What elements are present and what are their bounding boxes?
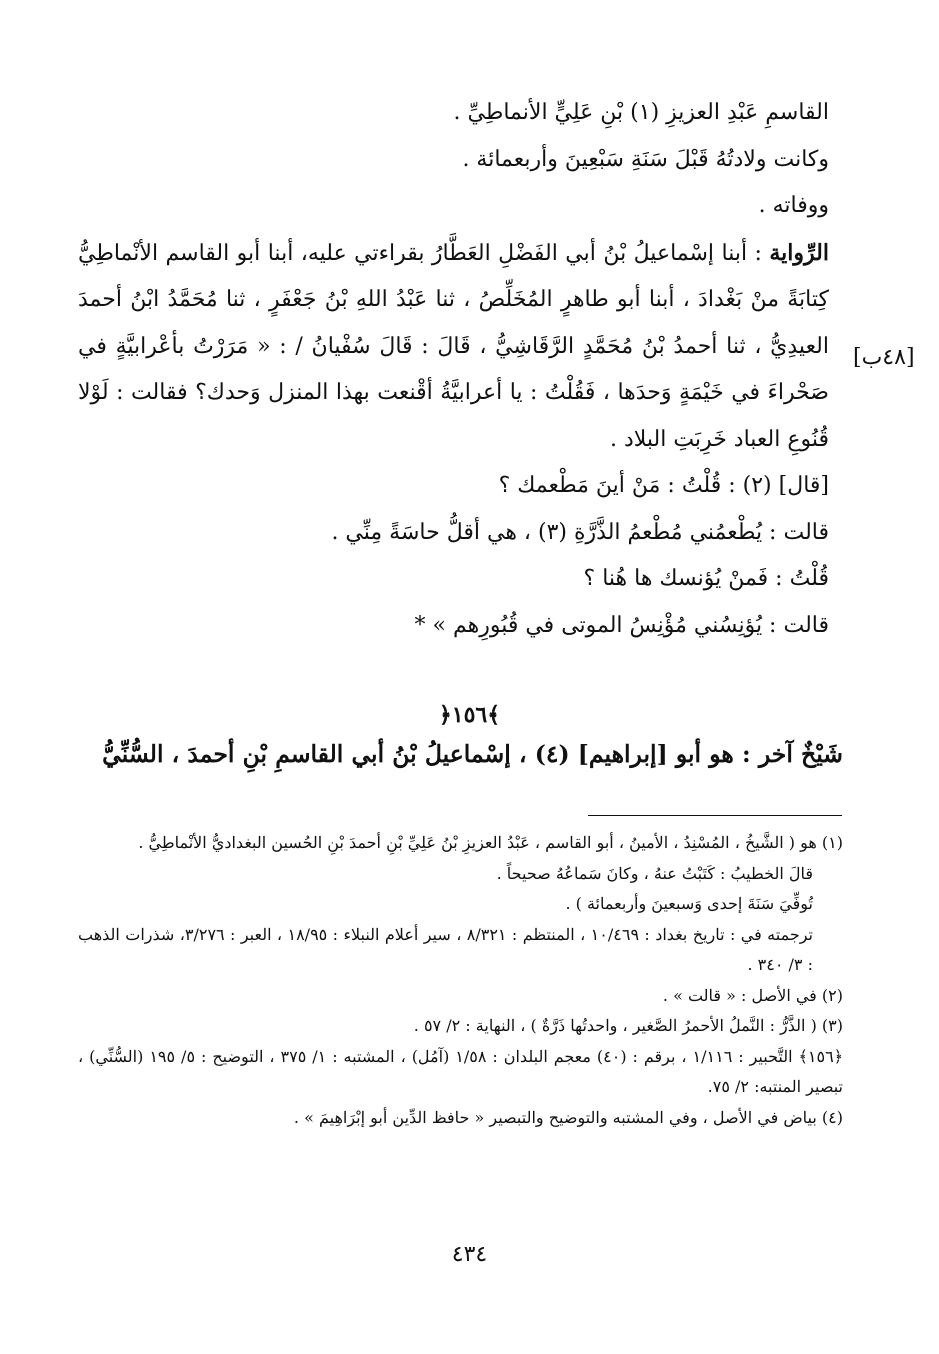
- main-text: [78, 90, 843, 649]
- body-line: ووفاته .: [758, 193, 829, 218]
- riwaya-label: الرِّواية: [769, 239, 829, 266]
- footnote-line: ترجمته في : تاريخ بغداد : ١٠/٤٦٩ ، المنتظم : ٨/٣٢١ ، سير أعلام النبلاء : ١٨/٩٥ ، العبر : ٣/٢٧٦، شذرات الذهب : ٣/ ٣٤٠ .: [78, 924, 813, 974]
- footnote: ﴿١٥٦﴾ التَّحبير : ١/١١٦ ، برقم : (٤٠) معجم البلدان : ١/٥٨ (آمُل) ، المشتبه : ١/ ٣٧٥ ، التوضيح : ٥/ ١٩٥ (السُّنِّي) ، تبصير المنتبه: ٢/ ٧٥.: [78, 1046, 844, 1096]
- body-line: قالت : يُؤنِسُني مُؤْنِسُ الموتى في قُبُورِهم » *: [414, 612, 829, 638]
- footnote: (٢) في الأصل : « قالت » .: [662, 985, 843, 1005]
- entry-heading: شَيْخٌ آخر : هو أبو [إبراهيم] (٤) ، إسْماعيلُ بْنُ أبي القاسمِ بْنِ أحمدَ ، السُّنِّيُّ: [102, 740, 843, 768]
- body-line: [قال] (٢) : قُلْتُ : مَنْ أينَ مَطْعمك ؟: [498, 473, 829, 498]
- footnote: (٤) بياض في الأصل ، وفي المشتبه والتوضيح والتبصير « حافظ الدِّين أبو إبْرَاهِيمَ » .: [293, 1107, 843, 1127]
- body-line: قُلْتُ : فَمنْ يُؤنسك ها هُنا ؟: [583, 566, 829, 591]
- footnote-divider: [588, 815, 842, 816]
- footnote: (١) هو ( الشَّيخُ ، المُسْنِدُ ، الأمينُ ، أبو القاسم ، عَبْدُ العزيزِ بْنُ عَلِيِّ بْنِ أحمدَ بْنِ الحُسين البغداديُّ الأنْماطِيُّ .: [138, 833, 843, 852]
- footnote-line: قالَ الخطيبُ : كَتَبْتُ عنهُ ، وكانَ سَماعُهُ صحيحاً .: [496, 863, 813, 883]
- body-line: وكانت ولادتُهُ قَبْلَ سَنَةِ سَبْعِينَ وأربعمائة .: [462, 146, 829, 172]
- entry-number: ﴿١٥٦﴾: [438, 702, 501, 728]
- footnote-line: تُوفِّيَ سَنَةَ إحدى وَسبعينَ وأربعمائة ) .: [565, 894, 813, 913]
- page-number: ٤٣٤: [451, 1242, 488, 1267]
- body-line: القاسمِ عَبْدِ العزيزِ (١) بْنِ عَلِيٍّ الأنماطِيِّ .: [453, 100, 829, 125]
- manuscript-folio-marker: [٤٨ب]: [853, 345, 915, 370]
- riwaya-paragraph: الرِّواية : أبنا إسْماعيلُ بْنُ أبي الفَضْلِ العَطَّارُ بقراءتي عليه، أبنا أبو القاسم الأنْماطِيُّ كِتابَةً منْ بَغْدادَ ، أبنا أبو طاهرٍ المُخَلِّصُ ، ثنا عَبْدُ اللهِ بْنُ جَعْفَرٍ ، ثنا مُحَمَّدُ ابْنُ أحمدَ العيدِيُّ ، ثنا أحمدُ بْنُ مُحَمَّدٍ الرَّقَاشِيُّ ، قَالَ : قَالَ سُفْيانُ / : « مَرَرْتُ بأعْرابيَّةٍ في صَحْراءَ في خَيْمَةٍ وَحدَها ، فَقُلْتُ : يا أعرابيَّةُ أقْنعت بهذا المنزل وَحدك؟ فقالت : لَوْلا قُنُوعِ العباد خَرِبَتِ البلاد .: [78, 239, 829, 452]
- footnote: (٣) ( الذَّرُّ : النَّملُ الأحمرُ الصَّغير ، واحدتُها ذَرَّةٌ ) ، النهاية : ٢/ ٥٧ .: [413, 1016, 843, 1035]
- body-line: قالت : يُطْعمُني مُطْعمُ الذَّرَّةِ (٣) ، هي أقلُّ حاسَةً مِنِّي .: [331, 519, 829, 545]
- footnotes: [78, 828, 843, 1133]
